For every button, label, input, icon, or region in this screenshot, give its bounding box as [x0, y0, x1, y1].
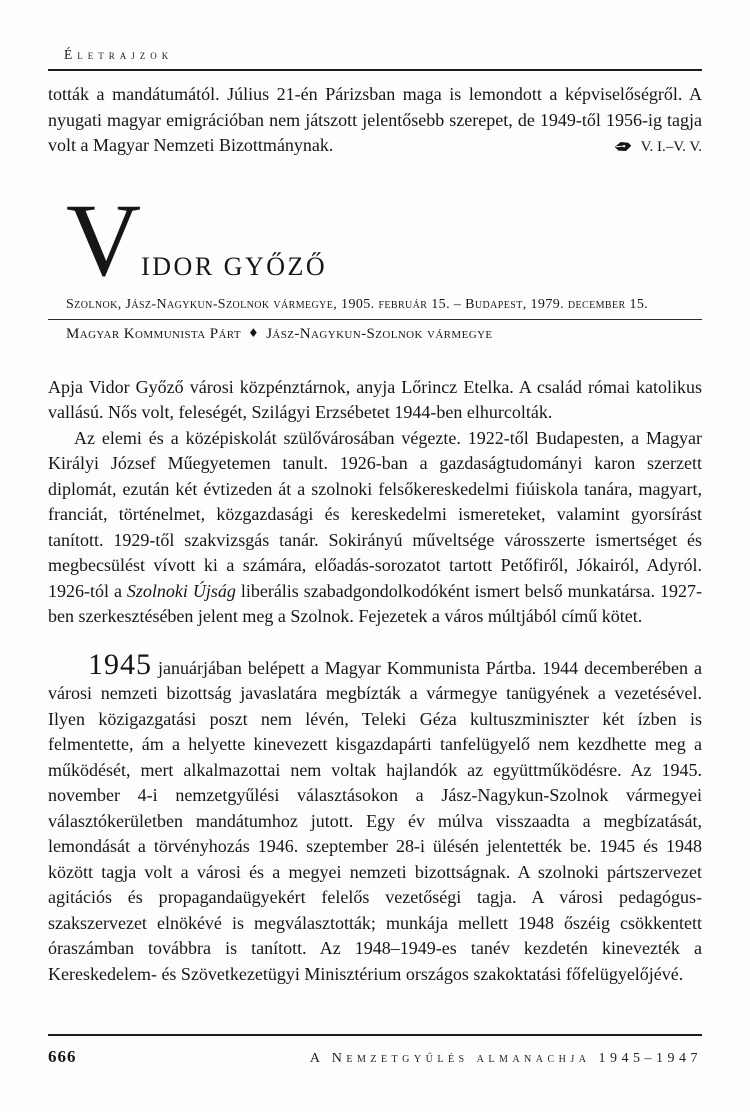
- entry-affiliation: [66, 326, 702, 343]
- author-initials: V. I.–V. V.: [640, 138, 702, 155]
- page-footer: [48, 1034, 702, 1067]
- year-dropword: 1945: [88, 647, 152, 681]
- section-header: [48, 0, 702, 71]
- entry-heading: [66, 182, 702, 313]
- page-number: 666: [48, 1047, 77, 1066]
- header-rule: [48, 69, 702, 71]
- footer-rule: [48, 1034, 702, 1036]
- intro-text: tották a mandátumától. Július 21-én Párizsban maga is lemondott a képviselőségről. A nyugati magyar emigrációban nem játszott jelentősebb szerepet, de 1949-től 1956-ig tagja volt a Magyar Nemzeti Bizottmánynak.: [48, 84, 702, 155]
- politics-text: januárjában belépett a Magyar Kommunista Pártba. 1944 decemberében a városi nemzeti bizottság javaslatára megbízták a vármegye tanügyének a vezetésével. Ilyen közigazgatási poszt nem lévén, Teleki Géza kultuszminiszter két ízben is felmentette, ám a helyette kinevezett kisgazdapárti tanfelügyelő nem kezdhette meg a működését, mert alkalmazottai nem voltak hajlandók az együttműködésre. Az 1945. november 4-i nemzetgyűlési választásokon a Jász-Nagykun-Szolnok vármegyei választókerületben mandátumhoz jutott. Egy év múlva visszaadta a megbízatását, lemondását a törvényhozás 1946. szeptember 28-i ülésén jelentették be. 1945 és 1948 között tagja volt a városi és a megyei nemzeti bizottságnak. A szolnoki pártszervezet agitációs és propagandaügyekért felelős vezetőségi tagja. A városi pedagógus-szakszervezet elnökévé is megválasztották; munkája mellett 1948 őszéig csökkentett óraszámban továbbra is tanított. Az 1948–1949-es tanév kezdetén kinevezték a Kereskedelem- és Szövetkezetügyi Minisztérium országos szakoktatási főfelügyelőjévé.: [48, 657, 702, 984]
- newspaper-title: Szolnoki Újság: [126, 580, 236, 601]
- entry-vitals: Szolnok, Jász-Nagykun-Szolnok vármegye, 1905. február 15. – Budapest, 1979. december 15.: [66, 296, 649, 312]
- running-title: A Nemzetgyűlés almanachja 1945–1947: [309, 1051, 702, 1066]
- author-signature: [606, 139, 702, 156]
- intro-paragraph: [48, 82, 702, 159]
- party-name: Magyar Kommunista Párt: [66, 325, 242, 342]
- entry-name: [66, 182, 702, 298]
- diamond-icon: ♦: [248, 325, 260, 340]
- biography-entry: [48, 182, 702, 988]
- bio-paragraph-career: [48, 426, 702, 630]
- section-header-label: Életrajzok: [64, 47, 174, 62]
- bio-paragraph-family: Apja Vidor Győző városi közpénztárnok, anyja Lőrincz Etelka. A család római katolikus vallású. Nős volt, feleségét, Szilágyi Erzsébetet 1944-ben elhurcolták.: [48, 376, 702, 423]
- name-dropcap: V: [66, 182, 142, 298]
- vitals-rule: [48, 319, 702, 320]
- career-text-after: liberális szabadgondolkodóként ismert belső munkatársa. 1927-ben szerkesztésében jelent meg a Szolnok. Fejezetek a város múltjából című kötet.: [48, 580, 702, 627]
- pen-nib-icon: [614, 140, 632, 153]
- name-rest: IDOR GYŐZŐ: [141, 251, 328, 281]
- biography-text: [48, 375, 702, 988]
- career-text-before: Az elemi és a középiskolát szülővárosában végezte. 1922-től Budapesten, a Magyar Királyi József Műegyetemen tanult. 1926-ban a gazdaságtudományi karon szerzett diplomát, ezután két évtizeden át a szolnoki felsőkereskedelmi fiúiskola tanára, magyart, franciát, történelmet, közgazdasági és kereskedelmi ismereteket, valamint gyorsírást tanított. 1929-től szakvizsgás tanár. Sokirányú műveltsége városszerte ismertséget és megbecsülést vívott ki a számára, előadás-sorozatot tartott Petőfiről, Jókairól, Adyról. 1926-tól a: [48, 427, 702, 601]
- bio-paragraph-politics: [48, 647, 702, 988]
- constituency-name: Jász-Nagykun-Szolnok vármegye: [266, 325, 493, 342]
